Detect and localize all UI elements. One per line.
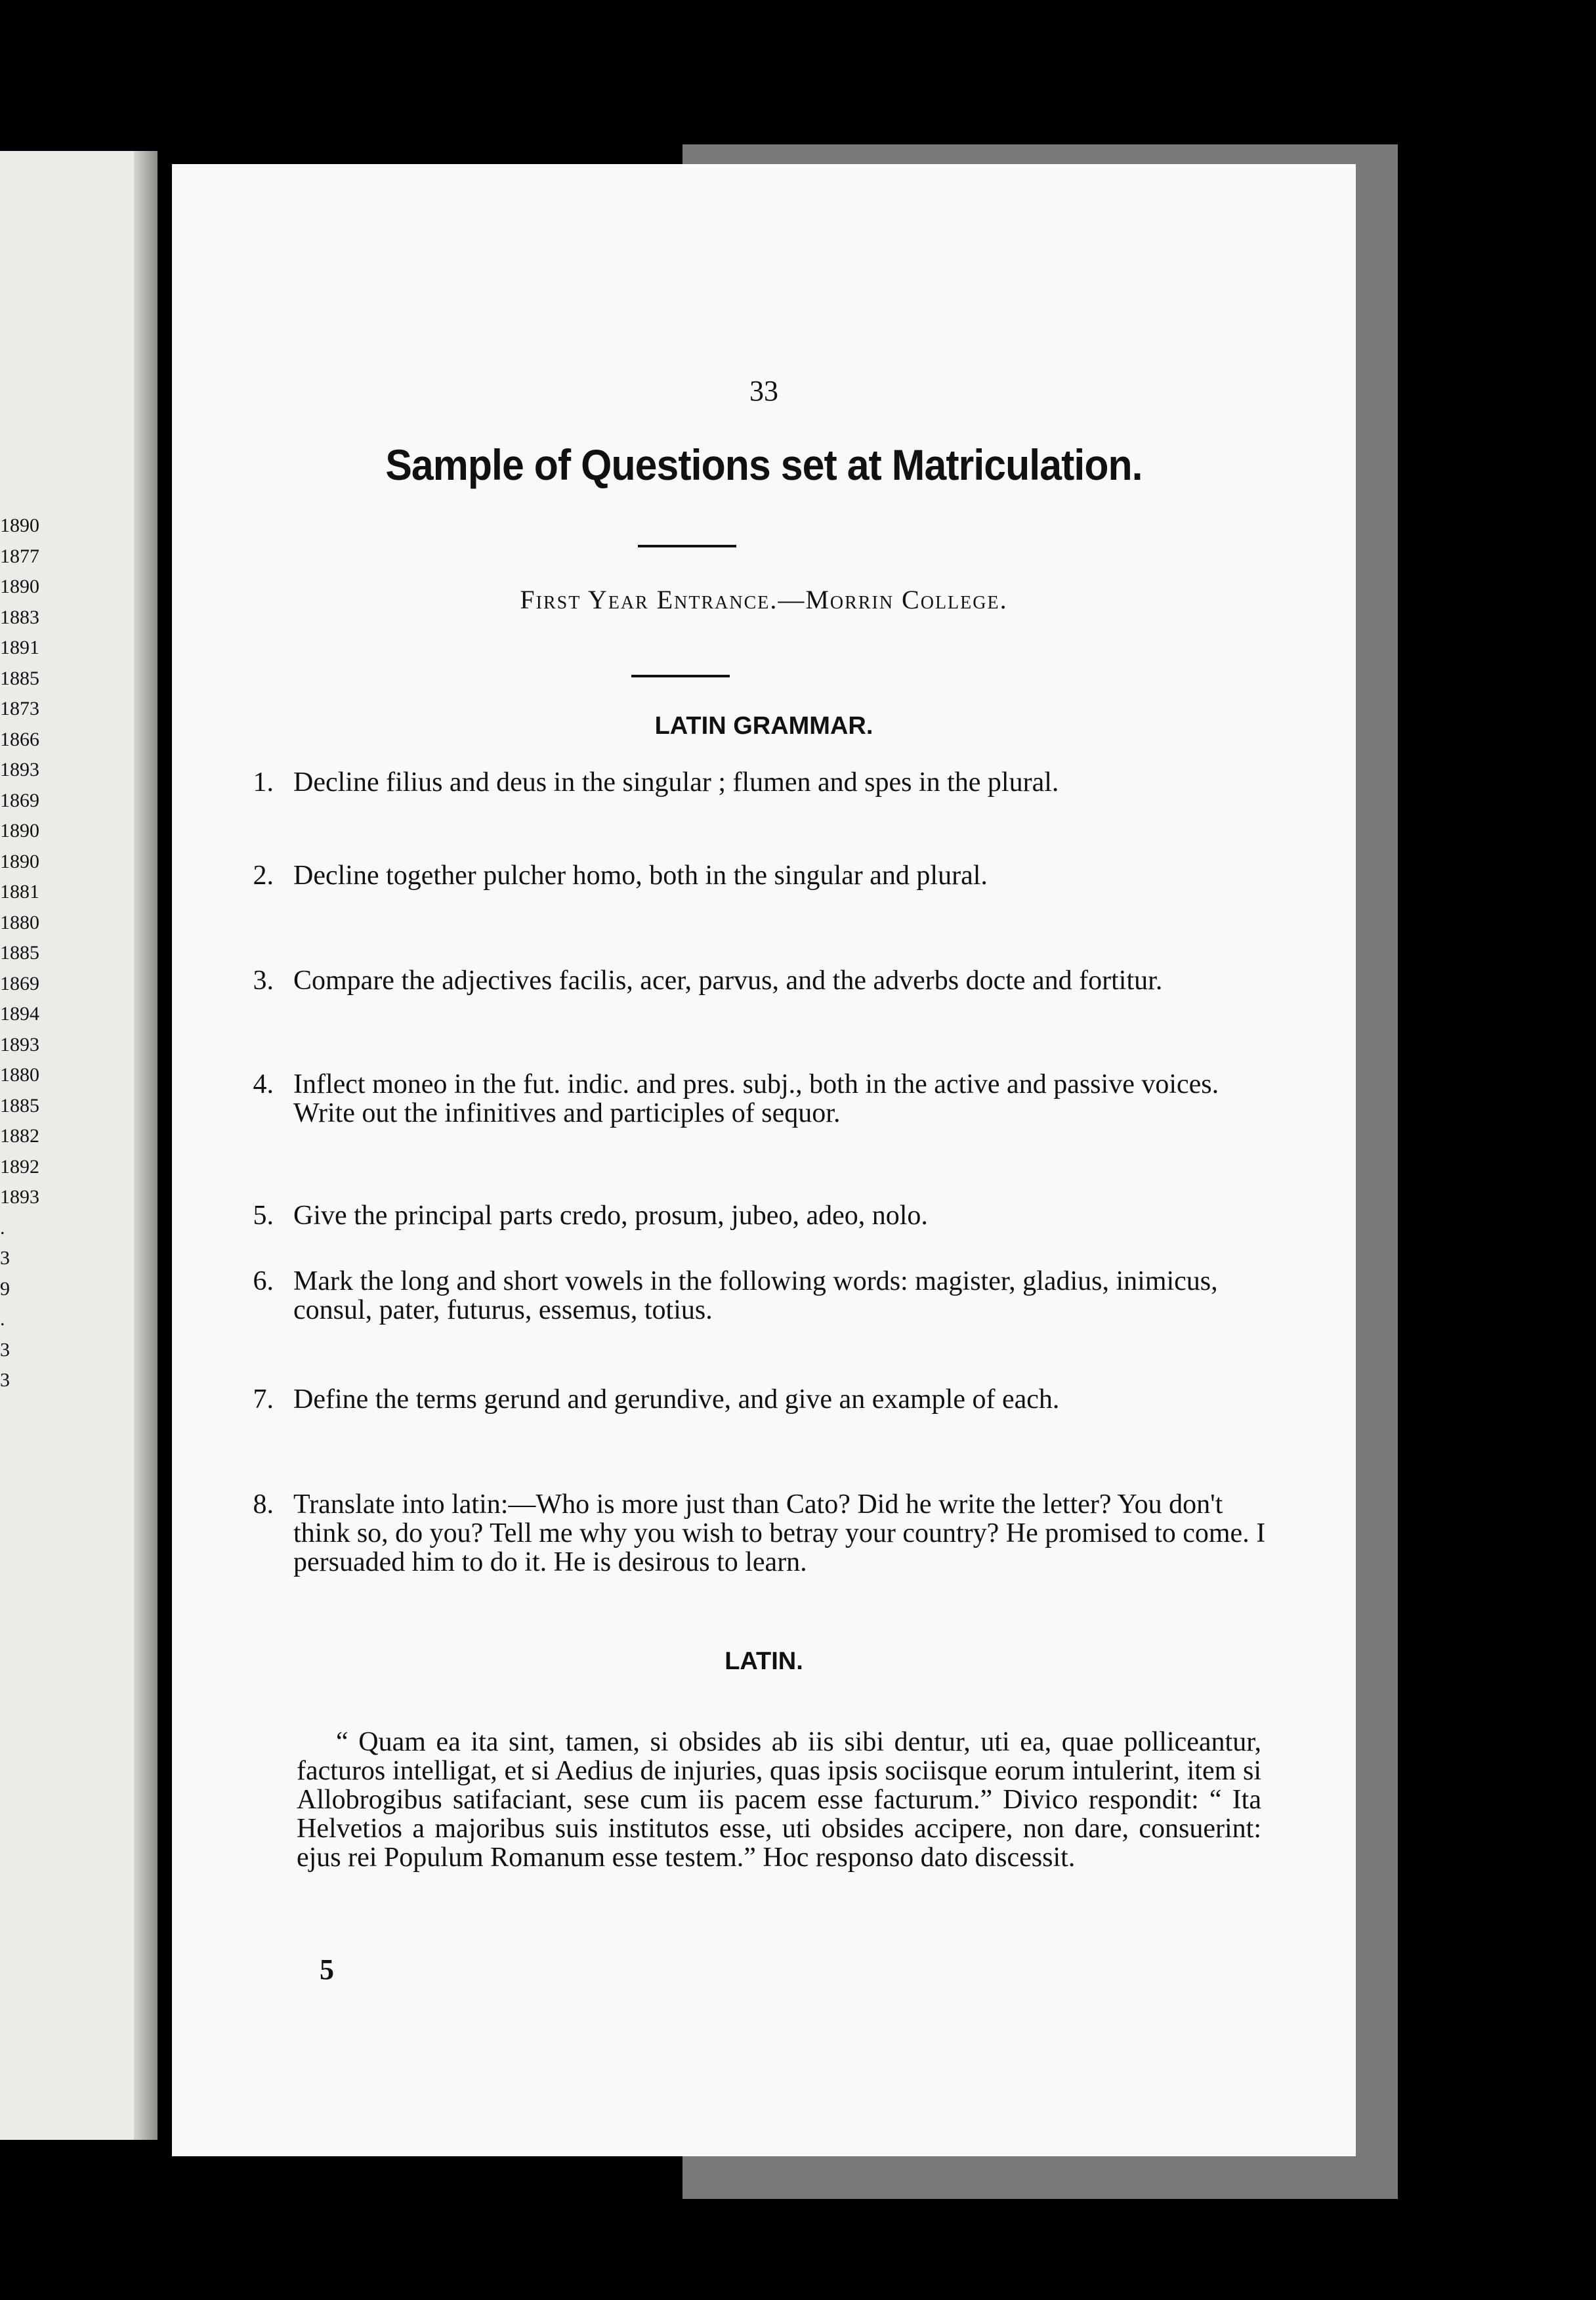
year-item: 1890 — [0, 576, 39, 597]
latin-passage: “ Quam ea ita sint, tamen, si obsides ab iis sibi dentur, uti ea, quae polliceantur, facturos intelligat, et si Aedius de injuries, quas ipsis sociisque eorum intulerint, item si Allobrogibus satifaciant, sese cum iis pacem esse facturum.” Divico respondit: “ Ita Helvetios a majoribus suis institutos esse, uti obsides accipere, non dare, consuerint: ejus rei Populum Romanum esse testem.” Hoc responso dato discessit. — [297, 1727, 1261, 1873]
question-text: Translate into latin:—Who is more just than Cato? Did he write the letter? You don't think so, do you? Tell me why you wish to betray your country? He promised to come. I persuaded him to do it. He is desirous to learn. — [293, 1489, 1266, 1577]
page-title: Sample of Questions set at Matriculation. — [385, 440, 1143, 489]
question-text: Mark the long and short vowels in the following words: magister, gladius, inimicus, consul, pater, futurus, essemus, totius. — [293, 1266, 1218, 1325]
year-item: 1877 — [0, 545, 39, 567]
question-number: 3. — [253, 966, 274, 996]
year-item: 1869 — [0, 789, 39, 811]
book-gutter — [134, 151, 158, 2140]
year-item: 1893 — [0, 1186, 39, 1208]
question-number: 7. — [253, 1384, 274, 1415]
question-item — [228, 1385, 1278, 1414]
year-item: 1890 — [0, 850, 39, 872]
question-number: 4. — [253, 1069, 274, 1099]
year-item: 1893 — [0, 759, 39, 780]
question-text: Decline together pulcher homo, both in the singular and plural. — [293, 861, 988, 891]
question-number: 8. — [253, 1489, 274, 1520]
question-item — [228, 1267, 1278, 1325]
question-text: Define the terms gerund and gerundive, and give an example of each. — [293, 1384, 1060, 1415]
question-text: Inflect moneo in the fut. indic. and pres. subj., both in the active and passive voices. Write out the infinitives and participles of sequor. — [293, 1069, 1219, 1128]
question-item — [228, 1490, 1278, 1577]
year-item: 1892 — [0, 1155, 39, 1178]
question-text: Decline filius and deus in the singular ; flumen and spes in the plural. — [293, 767, 1059, 798]
question-text: Compare the adjectives facilis, acer, parvus, and the adverbs docte and fortitur. — [293, 966, 1163, 996]
question-number: 6. — [253, 1266, 274, 1296]
divider — [638, 545, 736, 547]
year-item: 1893 — [0, 1033, 39, 1055]
year-item: 1866 — [0, 728, 39, 750]
question-item — [228, 861, 1278, 890]
year-item: . — [0, 1216, 5, 1239]
section-heading-grammar: LATIN GRAMMAR. — [654, 712, 873, 740]
year-item: 1885 — [0, 1094, 39, 1117]
year-item: 1873 — [0, 698, 39, 719]
year-item: 1885 — [0, 667, 39, 689]
divider — [631, 675, 730, 677]
year-item: . — [0, 1308, 5, 1330]
left-page — [0, 151, 158, 2140]
year-item: 1890 — [0, 820, 39, 841]
question-item — [228, 1070, 1278, 1128]
question-number: 2. — [253, 861, 274, 891]
question-number: 5. — [253, 1201, 274, 1231]
question-number: 1. — [253, 767, 274, 798]
year-item: 1891 — [0, 637, 39, 658]
year-item: 3 — [0, 1338, 10, 1361]
year-item: 1869 — [0, 972, 39, 994]
year-item: 1880 — [0, 1064, 39, 1086]
year-list — [0, 511, 66, 1396]
year-item: 1882 — [0, 1125, 39, 1147]
page-subtitle: First Year Entrance.—Morrin College. — [520, 585, 1008, 614]
question-item — [228, 768, 1278, 797]
year-item: 3 — [0, 1369, 10, 1391]
section-heading-latin: LATIN. — [724, 1648, 803, 1675]
signature-mark: 5 — [320, 1953, 334, 1986]
year-item: 1880 — [0, 911, 39, 933]
year-item: 1890 — [0, 515, 39, 536]
question-item — [228, 1201, 1278, 1230]
year-item: 1885 — [0, 942, 39, 964]
page-number: 33 — [749, 375, 778, 407]
year-item: 1881 — [0, 881, 39, 903]
question-item — [228, 966, 1278, 995]
question-text: Give the principal parts credo, prosum, jubeo, adeo, nolo. — [293, 1201, 928, 1231]
year-item: 1894 — [0, 1003, 39, 1025]
document-page — [172, 164, 1356, 2156]
year-item: 3 — [0, 1247, 10, 1269]
year-item: 1883 — [0, 606, 39, 628]
year-item: 9 — [0, 1277, 10, 1300]
